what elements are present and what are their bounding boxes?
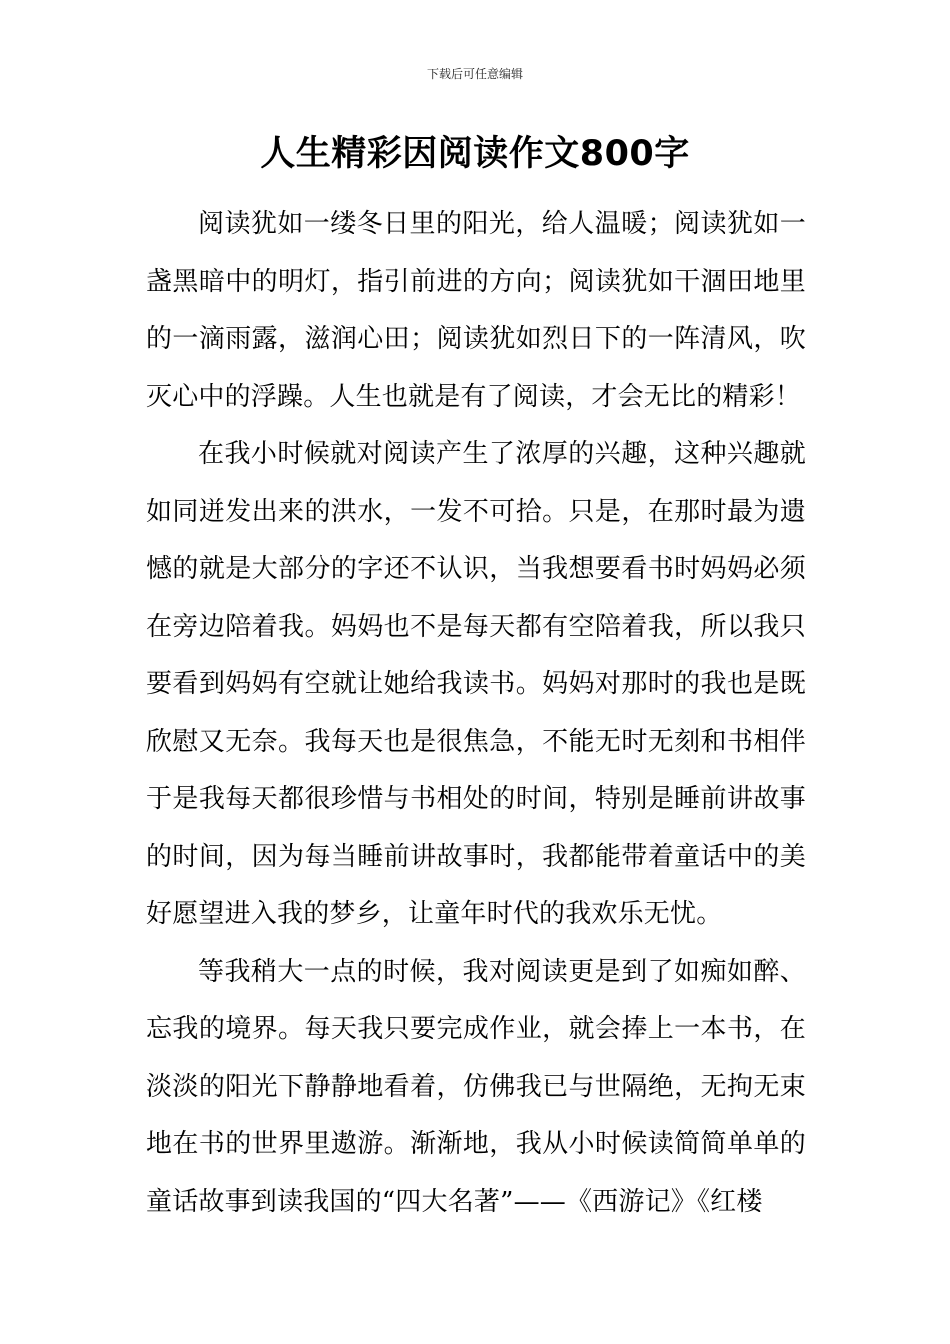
paragraph-1: 阅读犹如一缕冬日里的阳光，给人温暖；阅读犹如一盏黑暗中的明灯，指引前进的方向；阅读犹如干涸田地里的一滴雨露，滋润心田；阅读犹如烈日下的一阵清风，吹灭心中的浮躁。人生也就是有了阅读，才会无比的精彩！ <box>146 209 806 412</box>
header-note: 下载后可任意编辑 <box>426 67 523 81</box>
article-title: 人生精彩因阅读作文800字 <box>260 134 690 174</box>
paragraph-3: 等我稍大一点的时候，我对阅读更是到了如痴如醉、忘我的境界。每天我只要完成作业，就会捧上一本书，在淡淡的阳光下静静地看着，仿佛我已与世隔绝，无拘无束地在书的世界里遨游。渐渐地，我从小时候读简简单单的童话故事到读我国的“四大名著”——《西游记》《红楼 <box>146 956 806 1217</box>
paragraph-2: 在我小时候就对阅读产生了浓厚的兴趣，这种兴趣就如同迸发出来的洪水，一发不可拾。只是，在那时最为遗憾的就是大部分的字还不认识，当我想要看书时妈妈必须在旁边陪着我。妈妈也不是每天都有空陪着我，所以我只要看到妈妈有空就让她给我读书。妈妈对那时的我也是既欣慰又无奈。我每天也是很焦急，不能无时无刻和书相伴于是我每天都很珍惜与书相处的时间，特别是睡前讲故事的时间，因为每当睡前讲故事时，我都能带着童话中的美好愿望进入我的梦乡，让童年时代的我欢乐无忧。 <box>146 439 806 929</box>
article-body <box>146 196 806 1231</box>
